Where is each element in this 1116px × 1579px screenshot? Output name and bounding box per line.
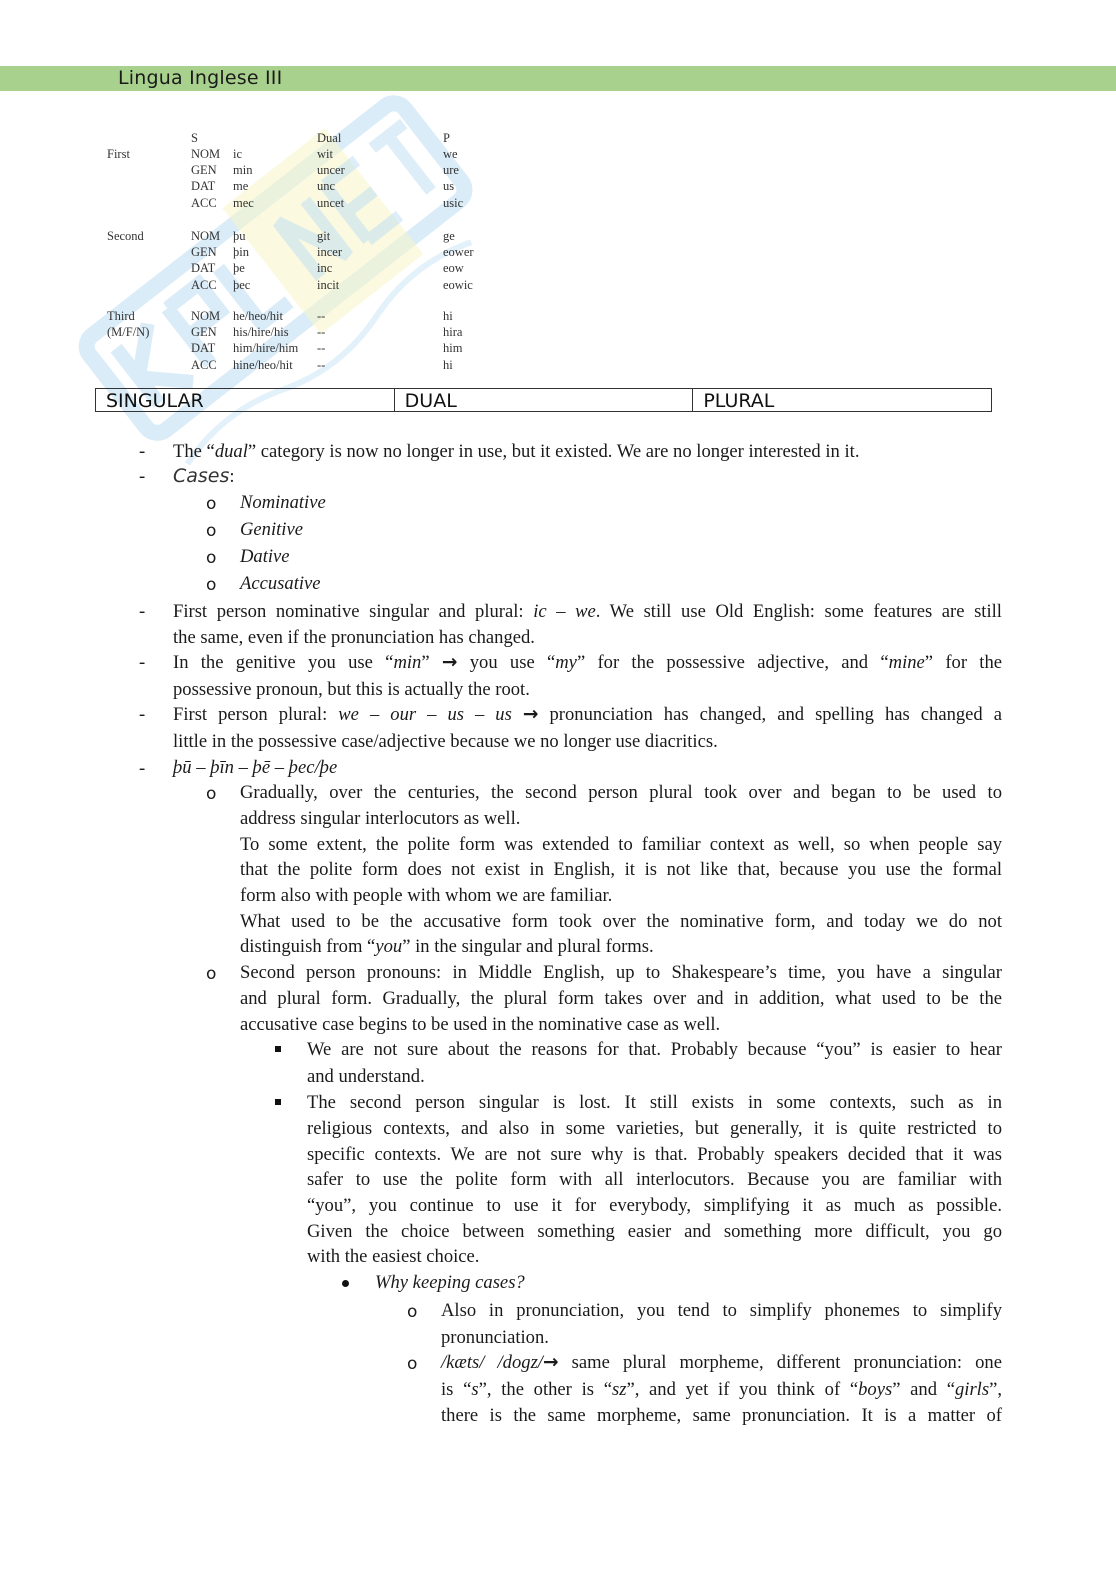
table-cell-plural: eowic xyxy=(443,277,473,292)
arrow-right-icon: → xyxy=(441,652,458,673)
table-cell-dual: incer xyxy=(317,245,342,260)
gradually-line-7: distinguish from “you” in the singular and plural forms. xyxy=(240,936,654,957)
table-cell-plural: usic xyxy=(443,195,464,210)
table-cell-case: NOM xyxy=(191,309,221,323)
table-cell-case: ACC xyxy=(191,357,217,372)
lost-line-5: “you”, you continue to use it for everybody, simplifying it as much as possible. xyxy=(307,1195,1002,1216)
morpheme-line-2: is “s”, the other is “sz”, and yet if you think of “boys” and “girls”, xyxy=(441,1379,1002,1400)
table-cell-case: GEN xyxy=(191,325,217,340)
first-person-line-2: the same, even if the pronunciation has changed. xyxy=(173,627,535,648)
table-cell-singular: he/heo/hit xyxy=(233,309,283,323)
not-sure-line-1: We are not sure about the reasons for that. Probably because “you” is easier to hear xyxy=(307,1039,1002,1060)
case-dative: Dative xyxy=(240,546,290,567)
table-cell-dual: git xyxy=(317,229,331,243)
table-cell-dual: -- xyxy=(317,341,326,356)
table-cell-plural: us xyxy=(443,179,455,194)
second-person-line-2: and plural form. Gradually, the plural form takes over and in addition, what used to be the xyxy=(240,988,1002,1009)
table-cell-case: DAT xyxy=(191,261,216,276)
dot-bullet xyxy=(342,1280,349,1287)
genitive-line-1: In the genitive you use “min” → you use “my” for the possessive adjective, and “mine” for the xyxy=(173,652,1003,673)
table-cell-case: GEN xyxy=(191,245,217,260)
table-cell-case: GEN xyxy=(191,163,217,178)
table-cell-dual: wit xyxy=(317,147,333,161)
table-cell-case: DAT xyxy=(191,179,216,194)
circle-bullet: o xyxy=(206,784,217,804)
table-cell-case: ACC xyxy=(191,195,217,210)
table-cell-singular: þu xyxy=(233,229,246,243)
gradually-line-2: address singular interlocutors as well. xyxy=(240,808,521,829)
arrow-right-icon: → xyxy=(542,1352,559,1373)
number-cell-dual: DUAL xyxy=(395,389,694,411)
first-person-line-1: First person nominative singular and plural: ic – we. We still use Old English: some features are still xyxy=(173,601,1002,622)
table-header-dual: Dual xyxy=(317,131,342,145)
table-cell-plural: hi xyxy=(443,309,453,323)
table-cell-singular: him/hire/him xyxy=(233,341,299,356)
table-cell-singular: þin xyxy=(233,245,249,260)
table-cell-dual: unc xyxy=(317,179,336,194)
genitive-line-2: possessive pronoun, but this is actually the root. xyxy=(173,679,530,700)
second-person-line-3: accusative case begins to be used in the nominative case as well. xyxy=(240,1014,721,1035)
plural-line-2: little in the possessive case/adjective because we no longer use diacritics. xyxy=(173,731,718,752)
lost-line-4: safer to use the polite form with all interlocutors. Because you are familiar with xyxy=(307,1169,1002,1190)
table-person-label: (M/F/N) xyxy=(107,325,150,339)
circle-bullet: o xyxy=(407,1354,418,1374)
table-person-label: Third xyxy=(107,309,135,323)
dual-note: The “dual” category is now no longer in use, but it existed. We are no longer interested in it. xyxy=(173,441,860,462)
morpheme-line-3: there is the same morpheme, same pronunciation. It is a matter of xyxy=(441,1405,1002,1426)
case-accusative: Accusative xyxy=(240,573,321,594)
table-cell-singular: mec xyxy=(233,195,254,210)
lost-line-1: The second person singular is lost. It still exists in some contexts, such as in xyxy=(307,1092,1002,1113)
lost-line-6: Given the choice between something easier and something more difficult, you go xyxy=(307,1221,1002,1242)
table-cell-case: NOM xyxy=(191,147,221,161)
table-cell-plural: him xyxy=(443,341,463,356)
dash-bullet: - xyxy=(139,652,146,673)
plural-line-1: First person plural: we – our – us – us → pronunciation has changed, and spelling has changed a xyxy=(173,704,1002,725)
dash-bullet: - xyxy=(139,601,146,622)
gradually-line-1: Gradually, over the centuries, the second person plural took over and began to be used to xyxy=(240,782,1002,803)
table-cell-singular: hine/heo/hit xyxy=(233,357,293,372)
arrow-right-icon: → xyxy=(522,704,539,725)
number-table xyxy=(95,388,992,412)
table-cell-dual: uncet xyxy=(317,195,345,210)
circle-bullet: o xyxy=(206,548,217,568)
table-cell-case: ACC xyxy=(191,277,217,292)
thorn-forms: þū – þīn – þē – þec/þe xyxy=(173,757,338,778)
gradually-line-4: that the polite form does not exist in English, it is not like that, because you use the formal xyxy=(240,859,1002,880)
case-nominative: Nominative xyxy=(240,492,326,513)
table-cell-plural: hira xyxy=(443,325,463,340)
circle-bullet: o xyxy=(206,575,217,595)
gradually-line-5: form also with people with whom we are familiar. xyxy=(240,885,613,906)
circle-bullet: o xyxy=(206,521,217,541)
dash-bullet: - xyxy=(139,758,146,779)
table-cell-case: NOM xyxy=(191,229,221,243)
table-cell-dual: -- xyxy=(317,357,326,372)
table-person-label: First xyxy=(107,147,130,161)
square-bullet xyxy=(275,1099,281,1105)
table-cell-plural: hi xyxy=(443,357,453,372)
table-cell-plural: ure xyxy=(443,163,459,178)
not-sure-line-2: and understand. xyxy=(307,1066,425,1087)
simplify-line-2: pronunciation. xyxy=(441,1327,549,1348)
second-person-line-1: Second person pronouns: in Middle English, up to Shakespeare’s time, you have a singular xyxy=(240,962,1002,983)
lost-line-7: with the easiest choice. xyxy=(307,1246,480,1267)
cases-heading: Cases: xyxy=(173,465,235,487)
table-cell-dual: incit xyxy=(317,277,340,292)
dash-bullet: - xyxy=(139,466,146,487)
why-cases-heading: Why keeping cases? xyxy=(375,1272,525,1293)
gradually-line-3: To some extent, the polite form was extended to familiar context as well, so when people say xyxy=(240,834,1002,855)
table-cell-singular: his/hire/his xyxy=(233,325,289,340)
circle-bullet: o xyxy=(206,494,217,514)
circle-bullet: o xyxy=(407,1302,418,1322)
table-cell-singular: me xyxy=(233,179,249,194)
dash-bullet: - xyxy=(139,704,146,725)
case-genitive: Genitive xyxy=(240,519,303,540)
table-cell-plural: eower xyxy=(443,245,474,260)
table-cell-dual: -- xyxy=(317,309,326,323)
table-cell-singular: min xyxy=(233,163,253,178)
lost-line-2: religious contexts, and also in some varieties, but generally, it is quite restricted to xyxy=(307,1118,1002,1139)
table-cell-plural: ge xyxy=(443,229,455,243)
square-bullet xyxy=(275,1046,281,1052)
circle-bullet: o xyxy=(206,964,217,984)
lost-line-3: specific contexts. We are not sure why is that. Probably speakers decided that it was xyxy=(307,1144,1002,1165)
dash-bullet: - xyxy=(139,441,146,462)
simplify-line-1: Also in pronunciation, you tend to simplify phonemes to simplify xyxy=(441,1300,1002,1321)
number-cell-plural: PLURAL xyxy=(703,390,775,412)
table-person-label: Second xyxy=(107,229,144,243)
table-cell-singular: ic xyxy=(233,147,243,161)
table-cell-dual: -- xyxy=(317,325,326,340)
morpheme-line-1: /kæts/ /dogz/→ same plural morpheme, different pronunciation: one xyxy=(441,1352,1002,1373)
table-header-singular: S xyxy=(191,131,198,145)
number-cell-singular: SINGULAR xyxy=(96,389,395,411)
table-cell-singular: þe xyxy=(233,261,245,276)
page-header-title: Lingua Inglese III xyxy=(118,67,283,89)
table-cell-plural: eow xyxy=(443,261,464,276)
table-header-plural: P xyxy=(443,131,450,145)
table-cell-singular: þec xyxy=(233,277,251,292)
table-cell-dual: inc xyxy=(317,261,333,276)
table-cell-dual: uncer xyxy=(317,163,345,178)
gradually-line-6: What used to be the accusative form took over the nominative form, and today we do not xyxy=(240,911,1002,932)
table-cell-plural: we xyxy=(443,147,458,161)
table-cell-case: DAT xyxy=(191,341,216,356)
